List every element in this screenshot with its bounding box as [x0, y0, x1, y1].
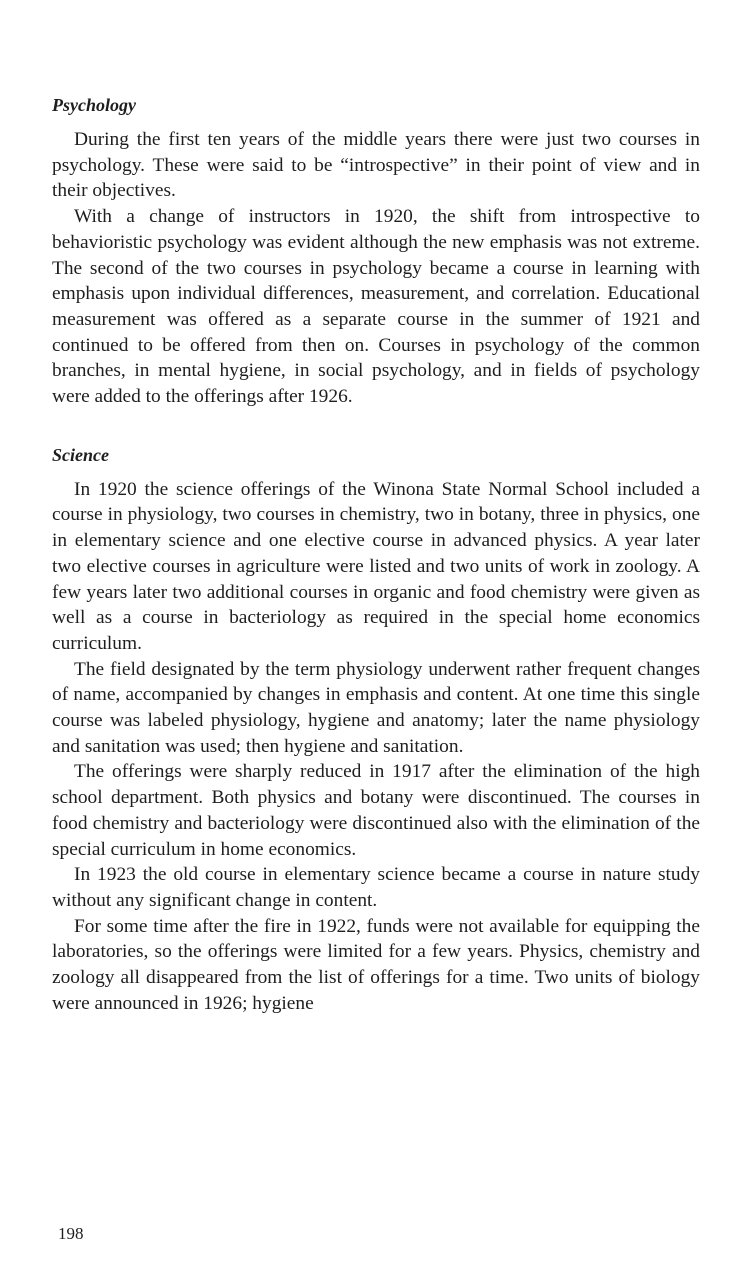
- section-heading-science: Science: [52, 444, 109, 465]
- page-number: 198: [58, 1224, 84, 1243]
- paragraph: In 1920 the science offerings of the Winona State Normal School included a course in physiology, two courses in chemistry, two in botany, three in physics, one in elementary science and one elective course in advanced physics. A year later two elective courses in agriculture were listed and two units of work in zoology. A few years later two additional courses in organic and food chemistry were given as well as a course in bacteriology as required in the special home economics curriculum.: [52, 478, 700, 654]
- section-heading-psychology: Psychology: [52, 95, 136, 115]
- paragraph: In 1923 the old course in elementary science became a course in nature study without any significant change in content.: [52, 864, 700, 911]
- page-body: [52, 92, 700, 1017]
- paragraph: With a change of instructors in 1920, the shift from introspective to behavioristic psychology was evident although the new emphasis was not extreme. The second of the two courses in psychology became a course in learning with emphasis upon individual differences, measurement, and correlation. Educational measurement was offered as a separate course in the summer of 1921 and continued to be offered from then on. Courses in psychology of the common branches, in mental hygiene, in social psychology, and in fields of psychology were added to the offerings after 1926.: [52, 206, 700, 408]
- science-section: [52, 442, 700, 1017]
- paragraph: The field designated by the term physiology underwent rather frequent changes of name, accompanied by changes in emphasis and content. At one time this single course was labeled physiology, hygiene and anatomy; later the name physiology and sanitation was used; then hygiene and sanitation.: [52, 658, 700, 757]
- psychology-section: [52, 92, 700, 410]
- paragraph: During the first ten years of the middle years there were just two courses in psychology. These were said to be “introspective” in their point of view and in their objectives.: [52, 129, 700, 202]
- paragraph: For some time after the fire in 1922, funds were not available for equipping the laboratories, so the offerings were limited for a few years. Physics, chemistry and zoology all disappeared from the list of offerings for a time. Two units of biology were announced in 1926; hygiene: [52, 915, 700, 1014]
- paragraph: The offerings were sharply reduced in 1917 after the elimination of the high school department. Both physics and botany were discontinued. The courses in food chemistry and bacteriology were discontinued also with the elimination of the special curriculum in home economics.: [52, 761, 700, 860]
